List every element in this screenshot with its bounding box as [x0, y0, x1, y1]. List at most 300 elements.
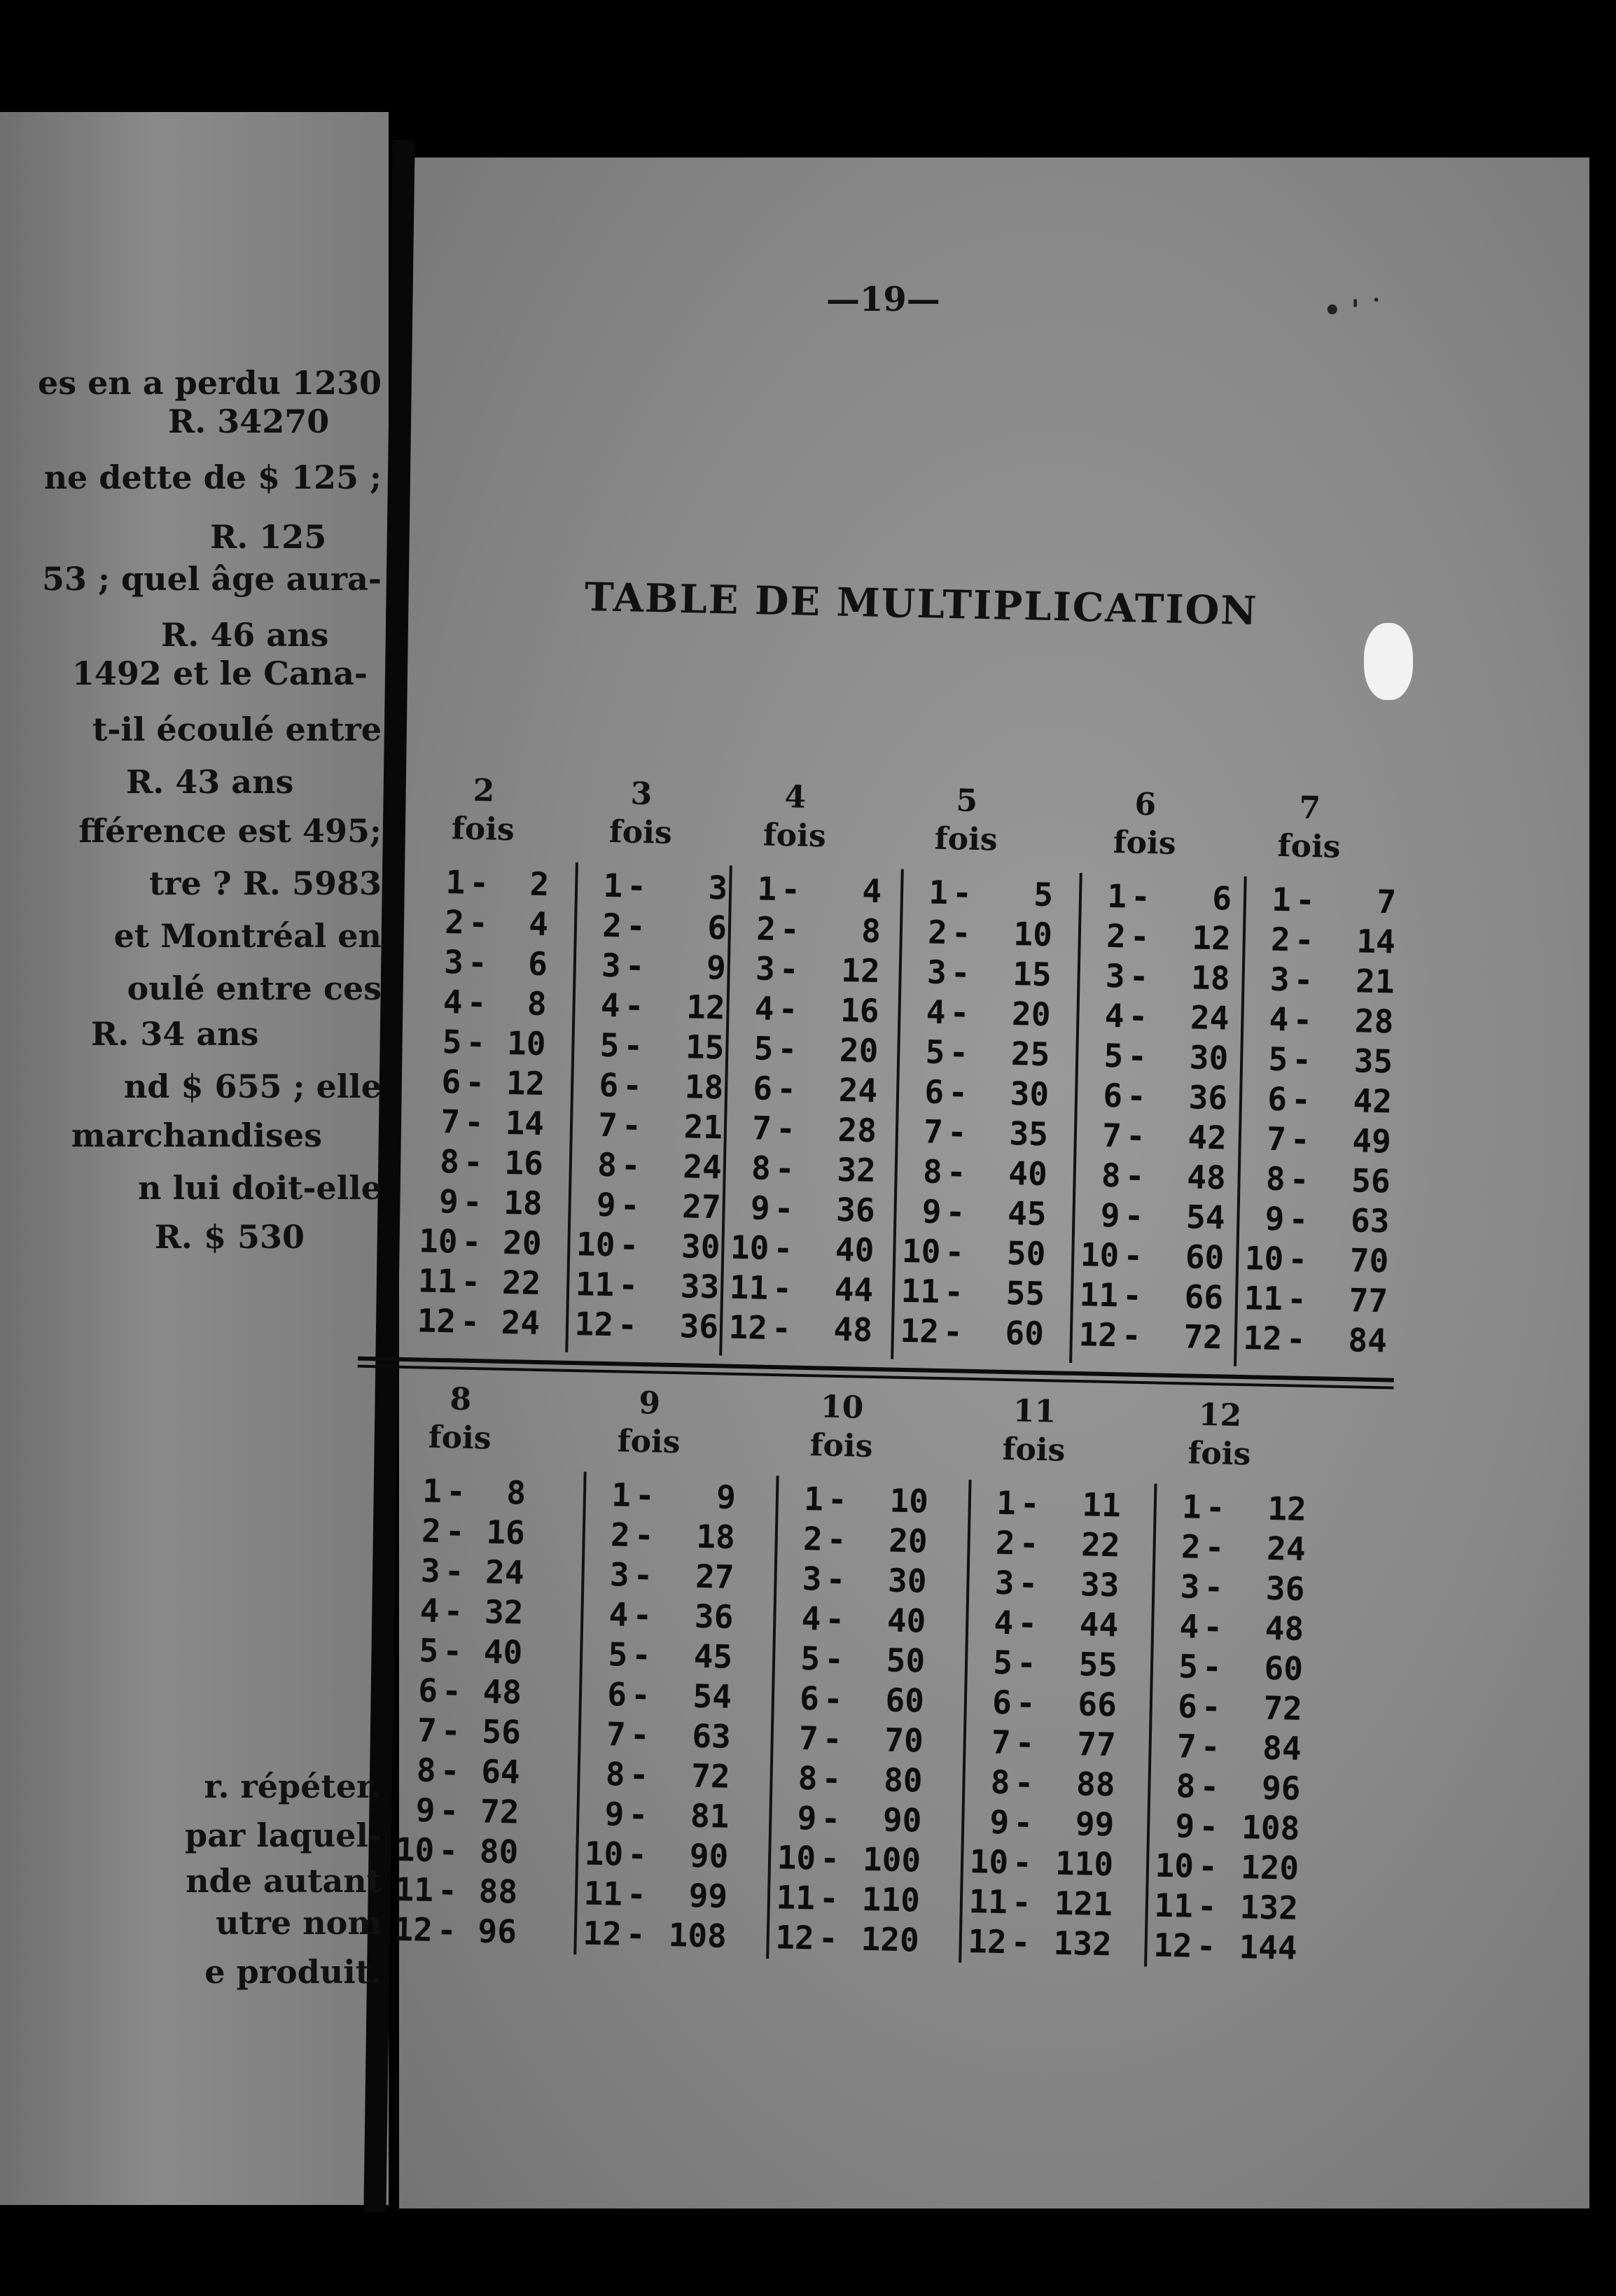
multiplier: 11	[968, 1882, 1008, 1921]
multiplier: 6	[441, 1063, 461, 1101]
multiplier: 7	[751, 1109, 772, 1147]
multiplier: 7	[991, 1723, 1012, 1762]
table-cell	[730, 1228, 875, 1269]
dash: -	[1122, 1236, 1143, 1275]
dash: -	[1196, 1926, 1217, 1966]
table-cell	[1080, 1236, 1225, 1276]
dash: -	[1012, 1803, 1033, 1842]
column-number: 3	[630, 776, 653, 813]
multiplier: 7	[1176, 1727, 1197, 1765]
dash: -	[625, 1914, 646, 1954]
dash: -	[1293, 1000, 1313, 1040]
product: 54	[1185, 1198, 1226, 1237]
table-cell	[590, 1516, 735, 1556]
table-cell	[974, 1603, 1119, 1644]
table-cell	[1250, 960, 1395, 1000]
left-page-line: et Montréal en	[113, 917, 382, 955]
multiplier: 9	[438, 1182, 459, 1221]
dash: -	[1127, 1037, 1148, 1076]
table-cell	[735, 949, 880, 990]
product: 88	[478, 1872, 518, 1911]
dash: -	[945, 1193, 966, 1231]
multiplier: 5	[599, 1026, 620, 1065]
dash: -	[468, 863, 489, 902]
column-number: 8	[449, 1381, 472, 1418]
dash: -	[1012, 1843, 1033, 1882]
dash: -	[441, 1672, 462, 1710]
table-cell	[969, 1842, 1114, 1883]
multiplier: 12	[728, 1308, 768, 1347]
multiplier: 1	[756, 869, 777, 908]
product: 32	[836, 1150, 877, 1190]
product: 9	[706, 948, 727, 987]
multiplier: 9	[1175, 1807, 1195, 1845]
multiplier: 10	[776, 1838, 816, 1877]
dash: -	[1204, 1567, 1224, 1606]
product: 30	[1189, 1038, 1229, 1077]
multiplier: 3	[994, 1563, 1015, 1602]
product: 72	[480, 1792, 520, 1831]
table-cell	[975, 1523, 1120, 1564]
dash: -	[944, 1233, 965, 1271]
dash: -	[947, 1113, 968, 1152]
product: 40	[835, 1230, 875, 1269]
column-fois-label: fois	[809, 1427, 873, 1465]
multiplier: 8	[1101, 1156, 1122, 1195]
column-fois-label: fois	[1277, 827, 1342, 865]
dash: -	[823, 1679, 844, 1718]
table-cell	[909, 873, 1054, 913]
table-cell	[1157, 1687, 1302, 1728]
product: 60	[1264, 1648, 1304, 1688]
table-cell	[1087, 876, 1232, 917]
product: 14	[505, 1103, 545, 1143]
table-cell	[583, 866, 728, 906]
dash: -	[774, 1149, 795, 1188]
dash: -	[948, 1033, 969, 1072]
multiplier: 11	[900, 1271, 940, 1310]
dash: -	[460, 1262, 481, 1301]
dash: -	[631, 1635, 652, 1674]
table-cell	[905, 1032, 1050, 1073]
multiplier: 6	[417, 1671, 438, 1710]
product: 132	[1053, 1924, 1113, 1963]
table-cell	[417, 1261, 541, 1302]
product: 108	[668, 1916, 727, 1955]
dash: -	[821, 1759, 842, 1798]
table-cell	[1246, 1159, 1391, 1200]
dash: -	[437, 1871, 458, 1910]
multiplier: 5	[1178, 1647, 1199, 1686]
dash: -	[949, 993, 970, 1032]
multiplier: 6	[924, 1072, 945, 1112]
dash: -	[1201, 1687, 1222, 1726]
multiplier: 2	[755, 909, 776, 948]
product: 48	[1186, 1158, 1227, 1197]
product: 96	[1261, 1768, 1301, 1807]
product: 24	[838, 1070, 878, 1110]
product: 80	[479, 1832, 519, 1871]
table-cell	[782, 1559, 927, 1600]
product: 6	[706, 908, 727, 947]
multiplier: 2	[927, 913, 948, 952]
dash: -	[627, 1835, 648, 1874]
product: 54	[692, 1676, 732, 1716]
dash: -	[463, 1142, 484, 1182]
dash: -	[620, 1186, 641, 1224]
multiplier: 11	[417, 1261, 457, 1301]
product: 70	[1349, 1241, 1389, 1280]
multiplier: 1	[1181, 1488, 1202, 1526]
product: 24	[501, 1303, 541, 1343]
table-cell	[396, 1791, 520, 1831]
table-cell	[425, 902, 549, 943]
product: 49	[1351, 1121, 1392, 1161]
product: 30	[887, 1561, 928, 1600]
product: 30	[681, 1227, 721, 1266]
dash: -	[1125, 1116, 1146, 1156]
multiplier: 6	[799, 1679, 820, 1718]
table-cell	[970, 1763, 1115, 1803]
table-cell	[591, 1476, 736, 1516]
product: 10	[506, 1023, 547, 1063]
table-cell	[418, 1222, 542, 1262]
page-number: —19—	[826, 280, 940, 319]
table-cell	[426, 862, 550, 903]
multiplier: 7	[1101, 1116, 1122, 1155]
dash: -	[1122, 1276, 1143, 1315]
multiplier: 8	[416, 1751, 437, 1790]
multiplier: 4	[1178, 1607, 1199, 1646]
product: 12	[685, 988, 726, 1027]
dash: -	[1121, 1316, 1142, 1354]
table-cell	[394, 1870, 518, 1911]
multiplier: 8	[1176, 1767, 1197, 1805]
table-cell	[580, 986, 725, 1026]
multiplier: 12	[967, 1922, 1008, 1961]
multiplier: 4	[608, 1595, 629, 1634]
dash: -	[779, 910, 800, 948]
column-number: 5	[956, 783, 978, 819]
multiplier: 7	[606, 1715, 627, 1754]
dash: -	[438, 1831, 459, 1870]
dash: -	[826, 1560, 846, 1599]
column-fois-label: fois	[934, 820, 998, 858]
product: 12	[1191, 918, 1232, 958]
table-cell	[576, 1185, 721, 1226]
table-cell	[1153, 1886, 1298, 1927]
multiplier: 1	[1106, 876, 1127, 916]
product: 21	[683, 1107, 723, 1147]
table-cell	[737, 869, 882, 910]
dash: -	[630, 1675, 651, 1714]
multiplier: 8	[1265, 1159, 1286, 1198]
table-cell	[736, 909, 881, 950]
multiplier: 4	[443, 983, 464, 1021]
product: 120	[861, 1919, 920, 1959]
dash: -	[440, 1751, 461, 1790]
multiplier: 5	[753, 1029, 774, 1068]
product: 40	[886, 1601, 926, 1640]
multiplier: 3	[926, 953, 947, 992]
multiplier: 4	[926, 993, 947, 1032]
multiplier: 3	[609, 1555, 630, 1594]
multiplier: 10	[418, 1222, 459, 1261]
product: 25	[1010, 1035, 1050, 1074]
product: 12	[506, 1063, 545, 1103]
dash: -	[943, 1273, 964, 1311]
dash: -	[1018, 1564, 1038, 1602]
dash: -	[1016, 1644, 1037, 1682]
left-page-line: tre ? R. 5983	[148, 864, 382, 902]
dash: -	[951, 913, 972, 952]
multiplier: 3	[1269, 960, 1290, 999]
multiplier: 2	[1180, 1527, 1201, 1566]
table-cell	[1160, 1567, 1305, 1608]
product: 96	[477, 1912, 517, 1951]
multiplier: 6	[606, 1675, 627, 1714]
multiplier: 9	[921, 1192, 942, 1231]
dash: -	[443, 1592, 464, 1630]
dash: -	[1015, 1684, 1036, 1722]
product: 66	[1077, 1685, 1117, 1724]
dash: -	[778, 990, 798, 1028]
dash: -	[445, 1472, 466, 1511]
column-fois-label: fois	[1002, 1431, 1066, 1469]
product: 50	[1006, 1233, 1046, 1273]
table-cell	[783, 1519, 928, 1560]
product: 18	[503, 1183, 543, 1223]
dash: -	[634, 1476, 655, 1515]
dash: -	[1124, 1156, 1145, 1196]
multiplier: 2	[995, 1523, 1016, 1562]
dash: -	[771, 1308, 792, 1348]
multiplier: 7	[923, 1112, 944, 1152]
product: 48	[482, 1672, 522, 1712]
dash: -	[1015, 1723, 1036, 1762]
dash: -	[632, 1595, 653, 1634]
table-cell	[970, 1802, 1115, 1843]
table-cell	[401, 1511, 525, 1552]
table-cell	[781, 1599, 926, 1639]
multiplier: 10	[584, 1834, 624, 1873]
multiplier: 5	[442, 1023, 463, 1061]
product: 28	[837, 1110, 877, 1150]
product: 48	[833, 1310, 873, 1349]
table-cell	[1248, 1040, 1393, 1080]
left-page-line: ne dette de $ 125 ;	[43, 458, 382, 496]
dash: -	[780, 870, 801, 909]
multiplier: 8	[751, 1149, 772, 1187]
table-cell	[419, 1182, 543, 1222]
column-number: 11	[1012, 1393, 1057, 1430]
multiplier: 5	[992, 1643, 1013, 1682]
product: 80	[883, 1760, 924, 1800]
multiplier: 7	[417, 1711, 438, 1750]
table-cell	[1159, 1607, 1304, 1648]
multiplier: 12	[574, 1305, 614, 1344]
table-cell	[901, 1232, 1046, 1273]
product: 22	[501, 1263, 541, 1303]
dash: -	[626, 867, 647, 906]
table-cell	[579, 1065, 724, 1106]
product: 99	[1075, 1805, 1115, 1844]
multiplier: 11	[575, 1265, 615, 1304]
multiplier: 10	[1244, 1239, 1284, 1278]
dash: -	[774, 1189, 795, 1228]
product: 64	[480, 1752, 521, 1791]
table-cell	[584, 1835, 729, 1875]
multiplier: 11	[1079, 1275, 1119, 1315]
table-cell	[907, 953, 1052, 993]
table-cell	[422, 1062, 545, 1102]
multiplier: 9	[750, 1189, 771, 1227]
left-page-line: nd $ 655 ; elle	[123, 1068, 382, 1105]
product: 9	[716, 1478, 737, 1516]
multiplier: 9	[1100, 1196, 1121, 1235]
multiplier: 12	[1078, 1315, 1118, 1354]
product: 88	[1075, 1765, 1116, 1804]
multiplier: 1	[422, 1471, 443, 1511]
product: 63	[691, 1716, 732, 1756]
product: 70	[884, 1721, 924, 1760]
dash: -	[1014, 1763, 1034, 1802]
multiplier: 6	[1177, 1687, 1198, 1726]
product: 110	[861, 1879, 921, 1919]
table-cell	[393, 1910, 517, 1951]
dash: -	[826, 1520, 847, 1559]
multiplier: 11	[776, 1878, 816, 1917]
multiplier: 4	[419, 1591, 440, 1630]
product: 16	[485, 1513, 526, 1552]
column-number: 6	[1134, 786, 1157, 823]
table-cell	[968, 1882, 1113, 1923]
dash: -	[824, 1600, 845, 1639]
product: 77	[1349, 1281, 1388, 1320]
product: 33	[1080, 1565, 1120, 1604]
product: 35	[1353, 1042, 1393, 1081]
table-cell	[1244, 1239, 1389, 1280]
table-cell	[1079, 1275, 1224, 1316]
product: 24	[1190, 998, 1230, 1037]
dash: -	[444, 1552, 465, 1590]
table-cell	[423, 982, 547, 1023]
column-number: 9	[638, 1385, 661, 1422]
table-cell	[403, 1471, 527, 1512]
dash: -	[466, 983, 487, 1022]
table-cell	[972, 1683, 1117, 1723]
column-fois-label: fois	[608, 813, 673, 851]
left-page-line: nde autant	[186, 1862, 382, 1900]
dash: -	[629, 1755, 650, 1794]
multiplier: 2	[421, 1511, 442, 1550]
table-cell	[1249, 1000, 1394, 1040]
table-cell	[1081, 1156, 1226, 1196]
product: 12	[840, 951, 881, 990]
multiplier: 10	[576, 1225, 616, 1264]
column-number: 2	[473, 772, 495, 809]
column-number: 7	[1298, 790, 1321, 827]
multiplier: 3	[420, 1551, 441, 1590]
multiplier: 12	[417, 1301, 457, 1340]
product: 36	[835, 1190, 876, 1229]
table-cell	[1086, 916, 1231, 957]
multiplier: 11	[1244, 1279, 1283, 1318]
product: 121	[1054, 1884, 1113, 1924]
dash: -	[1293, 960, 1314, 1000]
multiplier: 2	[610, 1516, 631, 1554]
column-fois-label: fois	[617, 1423, 681, 1461]
dash: -	[439, 1791, 459, 1830]
product: 24	[1266, 1529, 1307, 1568]
table-cell	[971, 1723, 1116, 1763]
dash: -	[1124, 1196, 1144, 1236]
column-number: 4	[784, 779, 807, 816]
table-cell	[578, 1105, 723, 1146]
dash: -	[1295, 881, 1316, 920]
table-cell	[900, 1272, 1045, 1312]
table-cell	[731, 1149, 876, 1189]
product: 4	[861, 872, 882, 911]
dash: -	[1286, 1320, 1307, 1358]
table-cell	[421, 1102, 545, 1142]
dash: -	[1197, 1886, 1218, 1926]
column-fois-label: fois	[762, 817, 827, 855]
dash: -	[634, 1516, 655, 1555]
product: 36	[1265, 1569, 1305, 1608]
dash: -	[1129, 957, 1150, 996]
multiplier: 3	[1180, 1567, 1200, 1606]
product: 14	[1356, 922, 1396, 961]
dash: -	[629, 1715, 650, 1754]
dash: -	[624, 986, 645, 1026]
dash: -	[1201, 1647, 1223, 1686]
product: 15	[685, 1028, 725, 1067]
dash: -	[1010, 1923, 1031, 1961]
multiplier: 6	[598, 1065, 619, 1105]
multiplier: 3	[802, 1559, 823, 1598]
product: 33	[680, 1267, 720, 1306]
dash: -	[942, 1312, 963, 1351]
table-cell	[1152, 1926, 1297, 1967]
column-fois-label: fois	[451, 811, 515, 848]
multiplier: 6	[991, 1683, 1012, 1722]
table-cell	[581, 946, 726, 986]
multiplier: 8	[605, 1755, 626, 1793]
dash: -	[946, 1153, 967, 1191]
multiplier: 11	[1153, 1886, 1194, 1925]
multiplier: 4	[600, 986, 621, 1025]
multiplier: 12	[393, 1910, 433, 1949]
table-cell	[783, 1479, 928, 1520]
product: 100	[862, 1840, 921, 1879]
dash: -	[462, 1182, 483, 1222]
product: 36	[694, 1597, 734, 1636]
product: 120	[1240, 1848, 1300, 1887]
table-cell	[1082, 1116, 1227, 1156]
table-cell	[729, 1268, 874, 1309]
table-cell	[777, 1798, 922, 1839]
dash: -	[1287, 1240, 1308, 1278]
table-cell	[583, 1874, 728, 1914]
multiplier: 6	[752, 1069, 773, 1107]
dash: -	[1197, 1847, 1218, 1886]
product: 84	[1347, 1321, 1388, 1360]
dash: -	[1204, 1527, 1225, 1567]
table-cell	[588, 1635, 733, 1676]
product: 55	[1005, 1273, 1045, 1313]
multiplier: 12	[582, 1914, 622, 1953]
